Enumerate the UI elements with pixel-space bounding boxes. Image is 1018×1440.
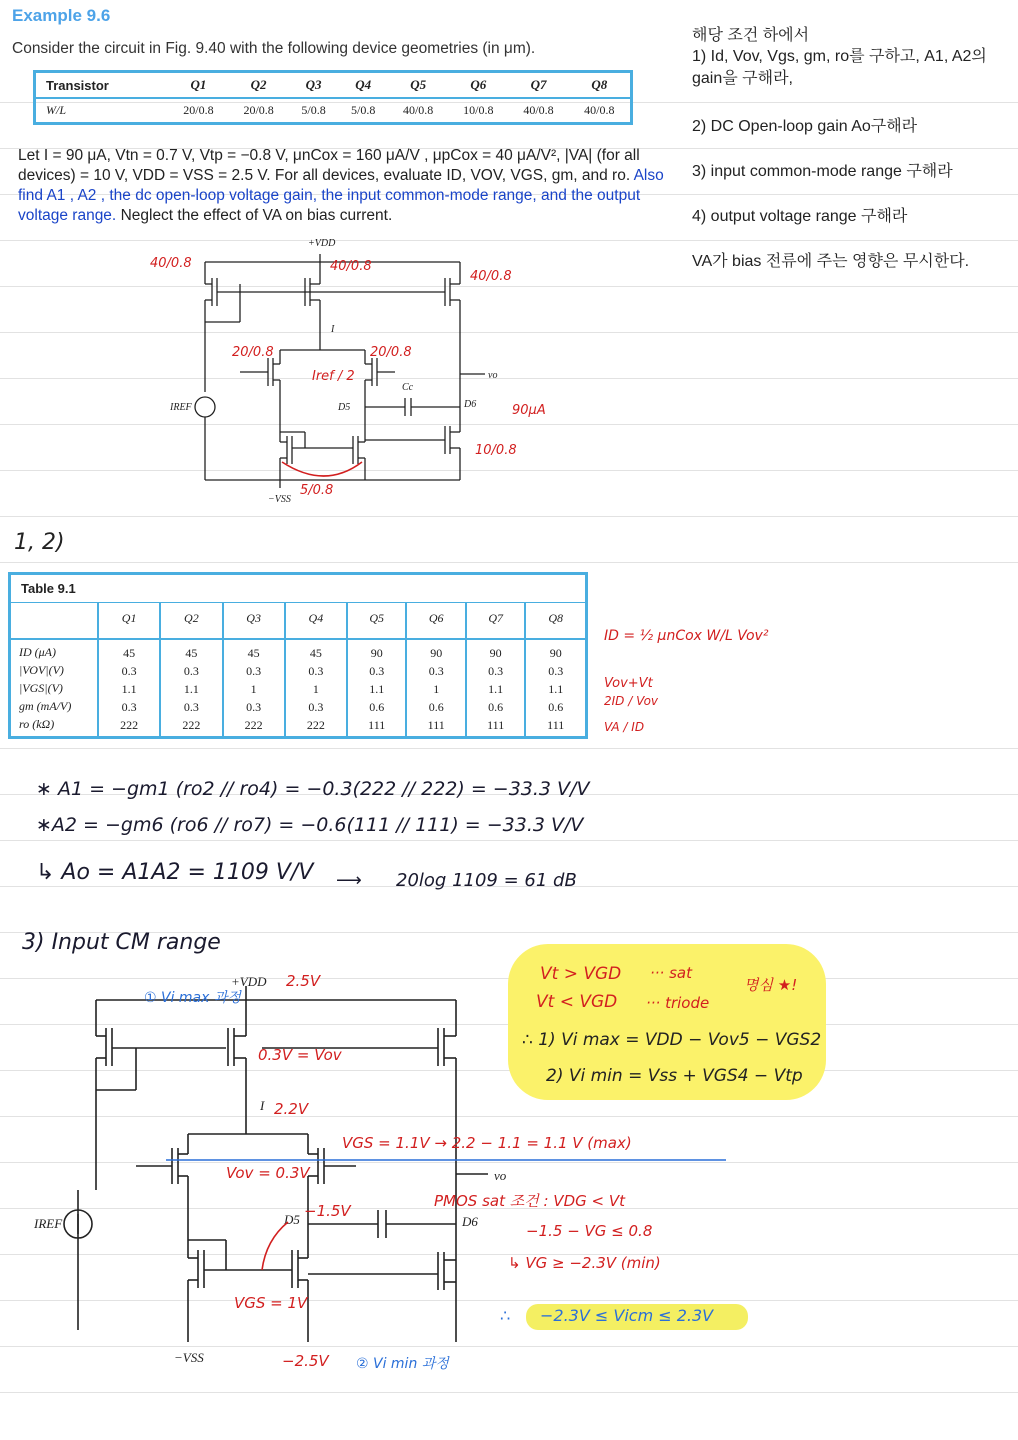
vss-label-2: −VSS	[174, 1350, 204, 1365]
row-label: |VGS|(V)	[19, 681, 63, 695]
annotation-vgs: Vov+Vt	[604, 676, 653, 691]
hand-q34-size: 5/0.8	[300, 483, 334, 498]
table-head: Q6	[406, 603, 465, 640]
table-head: Q2	[160, 603, 222, 640]
sat-rule: Vt > VGD	[540, 964, 622, 984]
hand-q5-size: 40/0.8	[330, 259, 372, 274]
geometry-col-transistor: Transistor	[46, 77, 109, 93]
vimin-formula: 2) Vi min = Vss + VGS4 − Vtp	[546, 1066, 803, 1086]
node-2-2v: 2.2V	[274, 1100, 309, 1118]
table-head: Q7	[466, 603, 525, 640]
vdd-value: 2.5V	[286, 972, 321, 990]
equation-db: 20log 1109 = 61 dB	[396, 870, 577, 891]
section-3-title: 3) Input CM range	[22, 930, 221, 955]
geometry-head: Q3	[305, 77, 322, 92]
equation-a1: ∗ A1 = −gm1 (ro2 // ro4) = −0.3(222 // 222) = −33.3 V/V	[36, 778, 590, 800]
geometry-cell: 40/0.8	[584, 103, 615, 117]
hand-iref-half: Iref / 2	[312, 369, 355, 384]
iref-label: IREF	[170, 402, 192, 413]
section-1-2-label: 1, 2)	[14, 530, 65, 555]
table-row-labels	[10, 639, 99, 738]
table-col: 45 0.3 1.1 0.3 222	[160, 639, 222, 738]
geometry-cell: 20/0.8	[183, 103, 214, 117]
node-minus-1-5v: −1.5V	[304, 1202, 351, 1220]
table-head: Q3	[223, 603, 285, 640]
geometry-head: Q4	[355, 77, 372, 92]
hand-q1-size: 20/0.8	[232, 345, 274, 360]
annotation-ro: VA / ID	[604, 720, 645, 734]
row-label: |VOV|(V)	[19, 663, 64, 677]
vdd-label: +VDD	[308, 238, 336, 249]
geometry-head: Q1	[190, 77, 207, 92]
bias-current-label-2: I	[260, 1098, 265, 1113]
note-line: 4) output voltage range 구해라	[692, 208, 908, 225]
equation-a0: ↳ Ao = A1A2 = 1109 V/V	[36, 860, 314, 885]
table-col: 90 0.3 1 0.6 111	[406, 639, 465, 738]
geometry-head: Q7	[530, 77, 547, 92]
hand-q2-size: 20/0.8	[370, 345, 412, 360]
annotation-gm: 2ID / Vov	[604, 694, 659, 708]
node-minus-2-5v: −2.5V	[282, 1352, 329, 1370]
problem-parameters	[18, 146, 673, 226]
table-head: Q4	[285, 603, 347, 640]
table-col: 45 0.3 1.1 0.3 222	[98, 639, 160, 738]
iref-label-2: IREF	[34, 1216, 63, 1231]
geometry-cell: 10/0.8	[463, 103, 494, 117]
example-title: Example 9.6	[12, 6, 111, 25]
vgs-1v: VGS = 1V	[234, 1294, 308, 1312]
geometry-table	[33, 70, 633, 125]
table-col: 45 0.3 1 0.3 222	[223, 639, 285, 738]
arrow-glyph: ⟶	[336, 870, 362, 891]
note-line: VA가 bias 전류에 주는 영향은 무시한다.	[692, 253, 970, 270]
params-tail: Neglect the effect of VA on bias current.	[120, 207, 393, 224]
vo-label: vo	[488, 370, 498, 381]
d5-label: D5	[338, 402, 351, 413]
equation-a2: ∗A2 = −gm6 (ro6 // ro7) = −0.6(111 // 111) = −33.3 V/V	[36, 814, 584, 836]
q5-vov: 0.3V = Vov	[258, 1046, 342, 1064]
cc-label: Cc	[402, 382, 414, 393]
params-task: Also find A1 , A2 , the dc open-loop voltage gain, the input common-mode range, and the output voltage range.	[18, 167, 664, 224]
table-col: 90 0.3 1.1 0.6 111	[466, 639, 525, 738]
vo-label-2: vo	[494, 1168, 507, 1183]
row-label: gm (mA/V)	[19, 699, 72, 713]
remember-note: 명심 ★!	[744, 976, 798, 994]
inequality-1: −1.5 − VG ≤ 0.8	[526, 1222, 653, 1240]
geometry-head: Q5	[410, 77, 427, 92]
note-line: 3) input common-mode range 구해라	[692, 163, 953, 180]
vss-label: −VSS	[268, 494, 291, 504]
hand-q8-size: 40/0.8	[150, 256, 192, 271]
triode-label: ··· triode	[646, 994, 710, 1012]
annotation-id-formula: ID = ½ μnCox W/L Vov²	[604, 628, 769, 644]
q1-vov: Vov = 0.3V	[226, 1164, 310, 1182]
note-line: 해당 조건 하에서	[692, 27, 810, 44]
d6-label: D6	[464, 399, 477, 410]
op-amp-circuit-diagram	[140, 232, 560, 504]
table-col: 90 0.3 1.1 0.6 111	[347, 639, 406, 738]
vimin-process-label: ② Vi min 과정	[356, 1356, 449, 1372]
geometry-cell: 40/0.8	[402, 103, 434, 117]
row-label: ID (μA)	[19, 645, 57, 659]
vimax-formula: ∴ 1) Vi max = VDD − Vov5 − VGS2	[522, 1030, 822, 1050]
geometry-row-label: W/L	[46, 103, 67, 117]
table-9-1	[8, 572, 588, 739]
table-head: Q5	[347, 603, 406, 640]
table-head: Q1	[98, 603, 160, 640]
vimax-process-label: ① Vi max 과정	[144, 990, 241, 1006]
therefore-glyph: ∴	[500, 1306, 511, 1325]
table-head: Q8	[525, 603, 586, 640]
vgs-chain: VGS = 1.1V → 2.2 − 1.1 = 1.1 V (max)	[342, 1134, 632, 1152]
note-line: 1) Id, Vov, Vgs, gm, ro를 구하고, A1, A2의 gain을 구해라,	[692, 48, 987, 87]
table-col: 45 0.3 1 0.3 222	[285, 639, 347, 738]
row-label: ro (kΩ)	[19, 717, 55, 731]
bias-current-label: I	[331, 324, 335, 335]
geometry-cell: 40/0.8	[523, 103, 554, 117]
geometry-head: Q8	[591, 77, 608, 92]
pmos-sat-condition: PMOS sat 조건 : VDG < Vt	[434, 1192, 625, 1210]
note-line: 2) DC Open-loop gain Ao구해라	[692, 118, 918, 135]
geometry-cell: 5/0.8	[301, 103, 326, 117]
triode-rule: Vt < VGD	[536, 992, 618, 1012]
d6-label-2: D6	[462, 1214, 478, 1229]
geometry-head: Q2	[250, 77, 267, 92]
hand-90ua: 90μA	[512, 403, 546, 418]
sat-label: ··· sat	[650, 964, 692, 982]
vdd-label-2: +VDD	[231, 974, 267, 989]
geometry-head: Q6	[470, 77, 487, 92]
inequality-2: ↳ VG ≥ −2.3V (min)	[508, 1254, 661, 1272]
hand-q6-size: 10/0.8	[475, 443, 517, 458]
geometry-cell: 5/0.8	[351, 103, 376, 117]
d5-label-2: D5	[284, 1212, 300, 1227]
hand-q7-size: 40/0.8	[470, 269, 512, 284]
table-col: 90 0.3 1.1 0.6 111	[525, 639, 586, 738]
cm-range-result: −2.3V ≤ Vicm ≤ 2.3V	[540, 1306, 714, 1325]
geometry-cell: 20/0.8	[243, 103, 274, 117]
table-caption: Table 9.1	[10, 574, 587, 603]
params-text: Let I = 90 μA, Vtn = 0.7 V, Vtp = −0.8 V, μnCox = 160 μA/V , μpCox = 40 μA/V², |VA| (for all devices) = 10 V, VDD = VSS = 2.5 V. For all devices, evaluate ID, VOV, VGS, gm, and ro.	[18, 147, 640, 184]
example-intro: Consider the circuit in Fig. 9.40 with the following device geometries (in μm).	[12, 40, 536, 57]
